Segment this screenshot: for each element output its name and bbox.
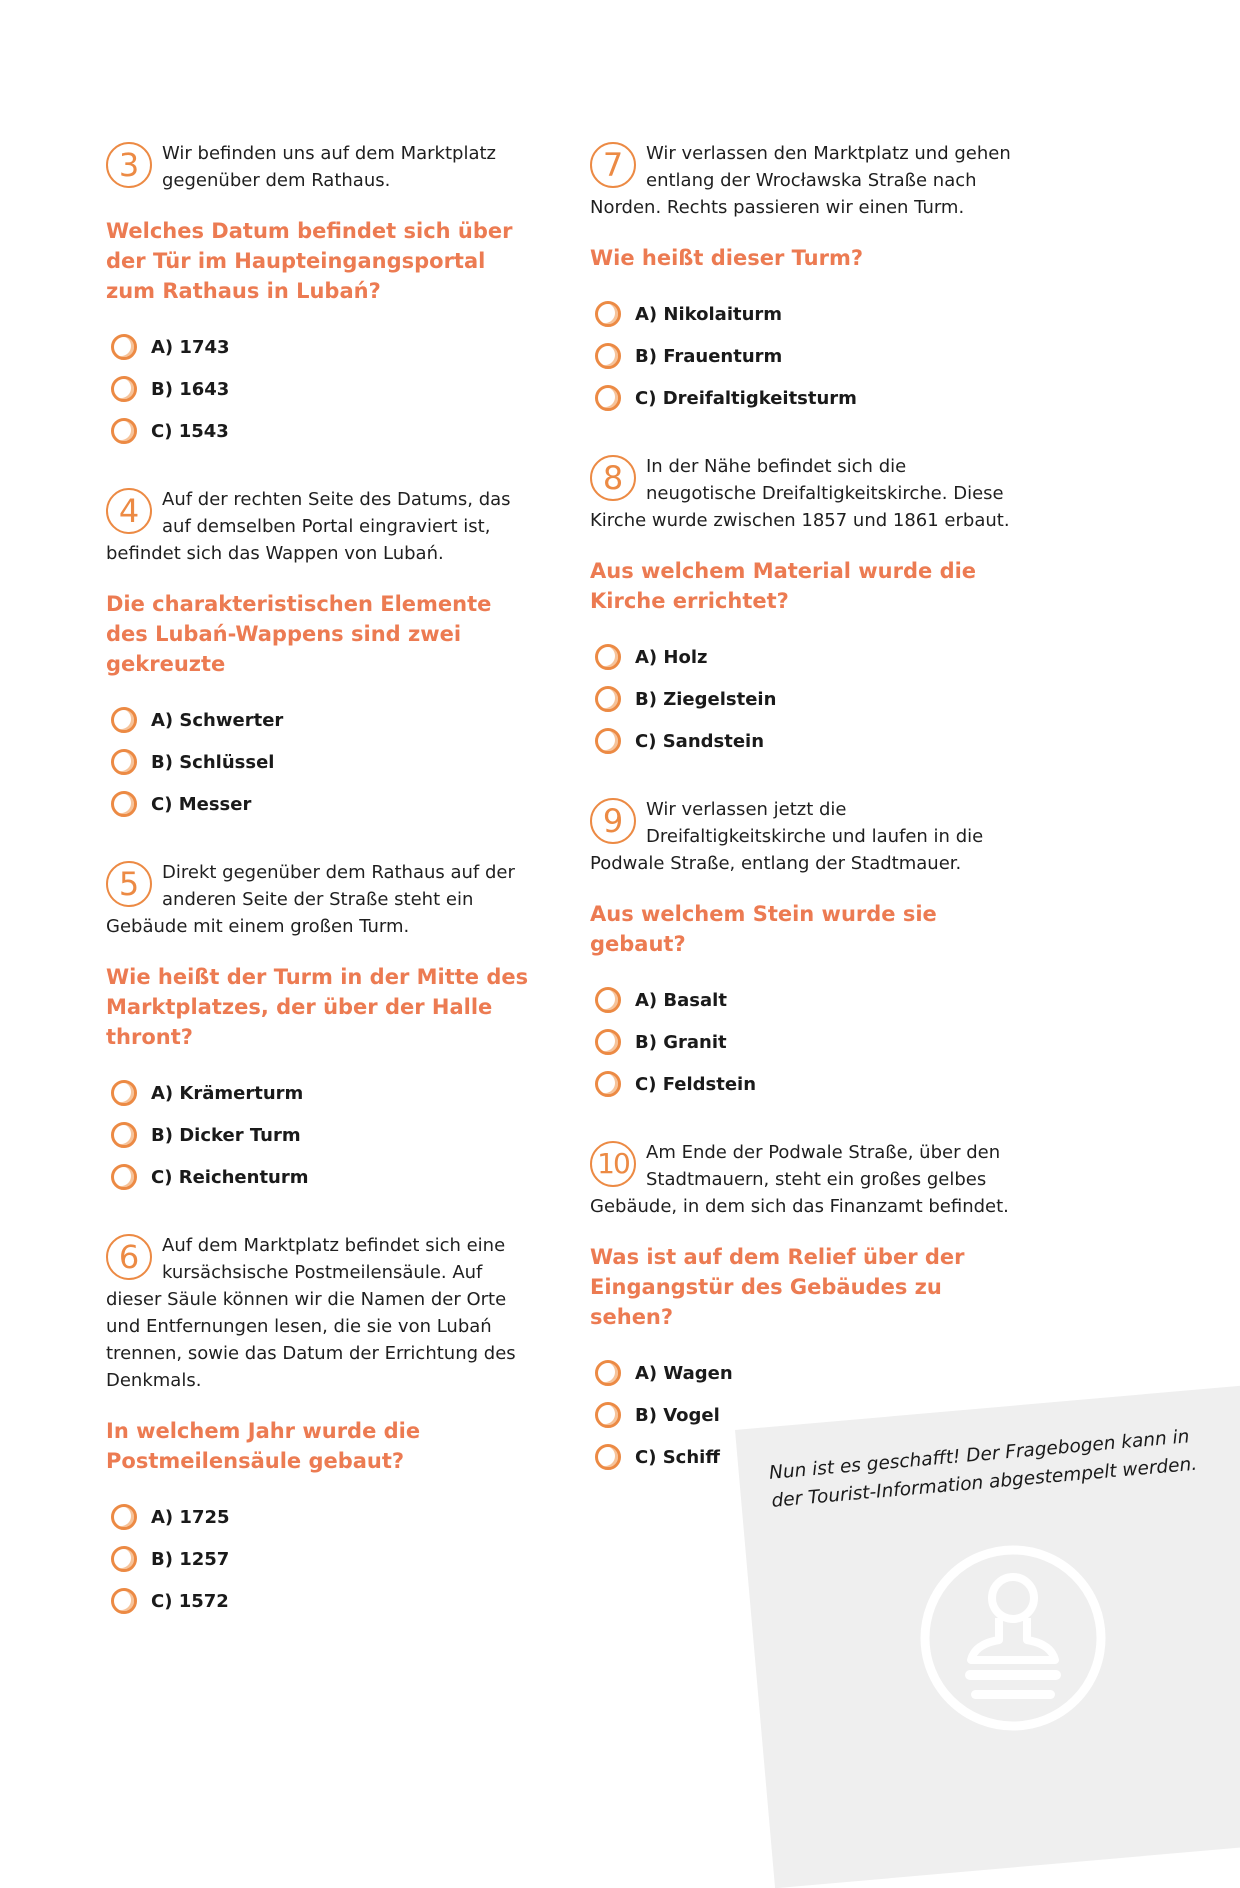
radio-circle-icon[interactable]	[595, 1029, 621, 1055]
question-text: Was ist auf dem Relief über der Eingangstür des Gebäudes zu sehen?	[590, 1245, 965, 1329]
answer-option[interactable]	[590, 377, 1020, 419]
step-intro-text: Auf der rechten Seite des Datums, das auf demselben Portal eingraviert ist, befindet sich das Wappen von Lubań.	[106, 489, 511, 564]
step-number-badge: 6	[106, 1234, 152, 1280]
answer-option[interactable]	[106, 699, 536, 741]
answer-option[interactable]	[106, 783, 536, 825]
answer-option[interactable]	[106, 1114, 536, 1156]
option-label: B) Ziegelstein	[635, 688, 777, 710]
radio-circle-icon[interactable]	[595, 1360, 621, 1386]
radio-circle-icon[interactable]	[595, 385, 621, 411]
quiz-step-3	[106, 140, 536, 452]
answer-options	[106, 1496, 536, 1622]
option-label: C) Sandstein	[635, 730, 765, 752]
answer-option[interactable]	[106, 1156, 536, 1198]
question-text: In welchem Jahr wurde die Postmeilensäule gebaut?	[106, 1419, 421, 1473]
option-label: A) 1725	[151, 1506, 230, 1528]
final-note: Nun ist es geschafft! Der Fragebogen kann in der Tourist-Information abgestempelt werden.	[768, 1426, 1198, 1512]
answer-options	[590, 979, 1020, 1105]
option-label: C) Schiff	[635, 1446, 720, 1468]
option-label: B) Frauenturm	[635, 345, 783, 367]
step-intro-text: Auf dem Marktplatz befindet sich eine kursächsische Postmeilensäule. Auf dieser Säule können wir die Namen der Orte und Entfernungen lesen, die sie von Lubań trennen, sowie das Datum der Errichtung des Denkmals.	[106, 1235, 516, 1391]
step-number-badge: 10	[590, 1141, 636, 1187]
step-number-badge: 3	[106, 142, 152, 188]
option-label: C) 1543	[151, 420, 229, 442]
radio-circle-icon[interactable]	[595, 728, 621, 754]
step-intro-text: Direkt gegenüber dem Rathaus auf der anderen Seite der Straße steht ein Gebäude mit einem großen Turm.	[106, 862, 515, 937]
quiz-step-8	[590, 453, 1020, 762]
quiz-step-6	[106, 1232, 536, 1622]
question-text: Wie heißt der Turm in der Mitte des Marktplatzes, der über der Halle thront?	[106, 965, 529, 1049]
step-number-badge: 7	[590, 142, 636, 188]
radio-circle-icon[interactable]	[111, 1588, 137, 1614]
option-label: A) 1743	[151, 336, 230, 358]
answer-options	[106, 699, 536, 825]
step-intro	[590, 1139, 1020, 1220]
step-intro	[590, 453, 1020, 534]
step-intro	[106, 859, 536, 940]
step-intro-text: Am Ende der Podwale Straße, über den Stadtmauern, steht ein großes gelbes Gebäude, in dem sich das Finanzamt befindet.	[590, 1142, 1009, 1217]
radio-circle-icon[interactable]	[111, 418, 137, 444]
step-number-badge: 4	[106, 488, 152, 534]
step-number-badge: 8	[590, 455, 636, 501]
option-label: B) Vogel	[635, 1404, 720, 1426]
step-intro	[106, 1232, 536, 1394]
answer-option[interactable]	[106, 1538, 536, 1580]
option-label: A) Basalt	[635, 989, 727, 1011]
step-intro-text: In der Nähe befindet sich die neugotische Dreifaltigkeitskirche. Diese Kirche wurde zwischen 1857 und 1861 erbaut.	[590, 456, 1010, 531]
radio-circle-icon[interactable]	[595, 301, 621, 327]
answer-options	[106, 326, 536, 452]
answer-option[interactable]	[590, 335, 1020, 377]
left-column	[106, 140, 536, 1656]
step-intro	[590, 140, 1020, 221]
option-label: A) Nikolaiturm	[635, 303, 783, 325]
quiz-step-9	[590, 796, 1020, 1105]
stamp-icon	[915, 1540, 1111, 1736]
radio-circle-icon[interactable]	[111, 791, 137, 817]
radio-circle-icon[interactable]	[595, 1071, 621, 1097]
step-intro	[106, 140, 536, 194]
option-label: A) Holz	[635, 646, 708, 668]
answer-option[interactable]	[106, 410, 536, 452]
answer-option[interactable]	[590, 678, 1020, 720]
step-intro-text: Wir befinden uns auf dem Marktplatz gegenüber dem Rathaus.	[162, 143, 496, 191]
radio-circle-icon[interactable]	[595, 644, 621, 670]
option-label: B) 1643	[151, 378, 230, 400]
answer-option[interactable]	[106, 326, 536, 368]
right-column	[590, 140, 1020, 1512]
answer-option[interactable]	[590, 979, 1020, 1021]
step-intro	[106, 486, 536, 567]
radio-circle-icon[interactable]	[111, 1080, 137, 1106]
radio-circle-icon[interactable]	[595, 1402, 621, 1428]
option-label: B) 1257	[151, 1548, 230, 1570]
radio-circle-icon[interactable]	[111, 1164, 137, 1190]
answer-options	[106, 1072, 536, 1198]
radio-circle-icon[interactable]	[111, 376, 137, 402]
option-label: C) Messer	[151, 793, 252, 815]
option-label: A) Schwerter	[151, 709, 284, 731]
answer-option[interactable]	[106, 1072, 536, 1114]
answer-option[interactable]	[106, 368, 536, 410]
quiz-step-5	[106, 859, 536, 1198]
step-number-badge: 9	[590, 798, 636, 844]
option-label: C) Reichenturm	[151, 1166, 309, 1188]
option-label: A) Krämerturm	[151, 1082, 304, 1104]
option-label: A) Wagen	[635, 1362, 733, 1384]
question-text: Aus welchem Stein wurde sie gebaut?	[590, 902, 937, 956]
radio-circle-icon[interactable]	[111, 334, 137, 360]
step-intro-text: Wir verlassen jetzt die Dreifaltigkeitskirche und laufen in die Podwale Straße, entlang der Stadtmauer.	[590, 799, 984, 874]
answer-option[interactable]	[590, 1021, 1020, 1063]
option-label: C) Feldstein	[635, 1073, 757, 1095]
answer-option[interactable]	[590, 636, 1020, 678]
radio-circle-icon[interactable]	[595, 987, 621, 1013]
radio-circle-icon[interactable]	[595, 686, 621, 712]
answer-option[interactable]	[590, 1352, 1020, 1394]
answer-option[interactable]	[106, 1580, 536, 1622]
radio-circle-icon[interactable]	[111, 1546, 137, 1572]
option-label: C) 1572	[151, 1590, 229, 1612]
radio-circle-icon[interactable]	[111, 707, 137, 733]
quiz-step-4	[106, 486, 536, 825]
answer-option[interactable]	[590, 1063, 1020, 1105]
radio-circle-icon[interactable]	[111, 1504, 137, 1530]
radio-circle-icon[interactable]	[595, 343, 621, 369]
answer-option[interactable]	[106, 1496, 536, 1538]
answer-options	[590, 293, 1020, 419]
option-label: B) Granit	[635, 1031, 727, 1053]
option-label: B) Schlüssel	[151, 751, 275, 773]
step-intro-text: Wir verlassen den Marktplatz und gehen entlang der Wrocławska Straße nach Norden. Rechts passieren wir einen Turm.	[590, 143, 1011, 218]
quiz-step-7	[590, 140, 1020, 419]
answer-option[interactable]	[106, 741, 536, 783]
question-text: Die charakteristischen Elemente des Lubań-Wappens sind zwei gekreuzte	[106, 592, 492, 676]
radio-circle-icon[interactable]	[111, 1122, 137, 1148]
question-text: Wie heißt dieser Turm?	[590, 246, 864, 270]
answer-option[interactable]	[590, 720, 1020, 762]
option-label: B) Dicker Turm	[151, 1124, 301, 1146]
question-text: Aus welchem Material wurde die Kirche errichtet?	[590, 559, 977, 613]
option-label: C) Dreifaltigkeitsturm	[635, 387, 857, 409]
radio-circle-icon[interactable]	[111, 749, 137, 775]
step-number-badge: 5	[106, 861, 152, 907]
question-text: Welches Datum befindet sich über der Tür im Haupteingangsportal zum Rathaus in Lubań?	[106, 219, 513, 303]
answer-options	[590, 636, 1020, 762]
step-intro	[590, 796, 1020, 877]
radio-circle-icon[interactable]	[595, 1444, 621, 1470]
answer-option[interactable]	[590, 293, 1020, 335]
